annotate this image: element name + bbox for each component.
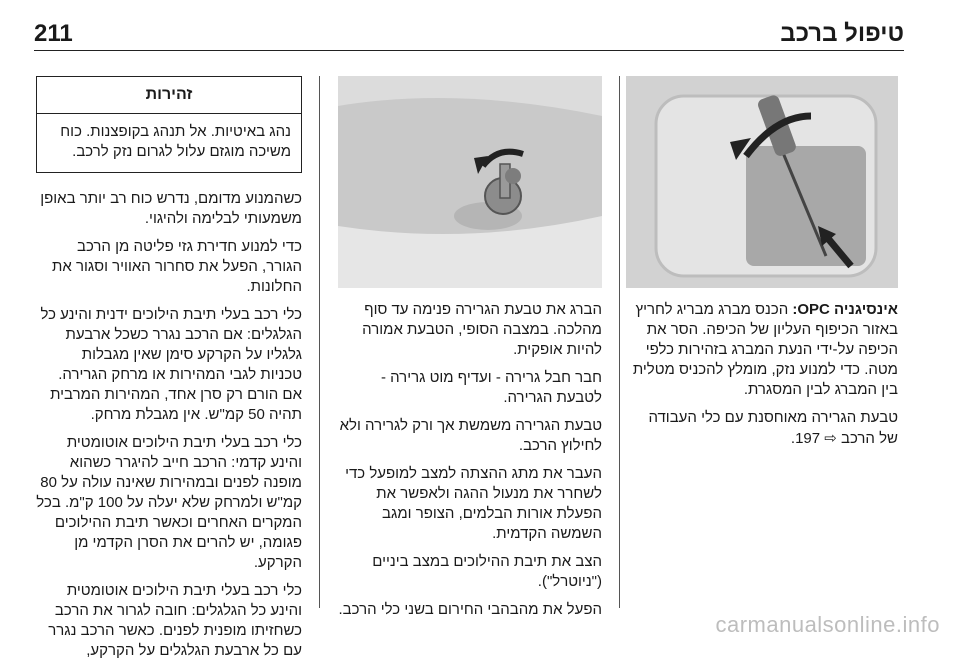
right-column [626,76,898,457]
paragraph: הברג את טבעת הגרירה פנימה עד סוף מהלכה. במצבה הסופי, הטבעת אמורה להיות אופקית. [362,301,602,358]
paragraph: הצב את תיבת ההילוכים במצב ביניים ("ניוטרל"). [372,553,602,590]
middle-column [338,76,602,628]
paragraph: כלי רכב בעלי תיבת הילוכים אוטומטית והינע כל הגלגלים: חובה לגרור את הרכב כשחזיתו מופנית לפנים. כאשר הרכב נגרר עם כל ארבעת הגלגלים על הקרקע, [48,582,302,659]
paragraph: חבר חבל גרירה - ועדיף מוט גרירה - לטבעת הגרירה. [380,369,602,406]
column-divider [619,76,620,608]
opc-label: אינסיגניה OPC: [792,301,898,318]
cover-screwdriver-illustration [626,76,898,288]
section-title: טיפול ברכב [780,20,904,47]
paragraph: כדי למנוע חדירת גזי פליטה מן הרכב הגורר, הפעל את סחרור האוויר וסגור את החלונות. [52,238,302,295]
left-column [36,76,302,669]
page-header [34,14,904,51]
cover-removal-photo [626,76,898,288]
paragraph: הפעל את מהבהבי החירום בשני כלי הרכב. [338,601,602,618]
towing-eye-photo [338,76,602,288]
watermark: carmanualsonline.info [715,612,940,637]
paragraph: כשהמנוע מדומם, נדרש כוח רב יותר באופן משמעותי לבלימה ולהיגוי. [40,190,302,227]
warning-box [36,76,302,173]
arrow-page-reference-icon: ⇨ [824,429,837,447]
column-divider [319,76,320,608]
paragraph: כלי רכב בעלי תיבת הילוכים אוטומטית והינע קדמי: הרכב חייב להיגרר כשהוא מופנה לפנים ובמהירות שאינה עולה על 80 קמ"ש ולמרחק שלא יעלה על 100 ק"מ. בכל המקרים האחרים וכאשר תיבת ההילוכים פגומה, יש להרים את הסרן הקדמי מן הקרקע. [36,434,302,571]
warning-title: זהירות [37,77,301,114]
paragraph: כלי רכב בעלי תיבת הילוכים ידנית והינע כל הגלגלים: אם הרכב נגרר כשכל ארבעת גלגליו על הקרקע סימן שאין מגבלות טכניות לגבי המהירות או מרחק הגרירה. אם הורם רק סרן אחד, המהירות המרבית תהיה 50 קמ"ש. אין מגבלת מרחק. [40,306,302,423]
page-number: 211 [34,20,73,47]
warning-text: נהג באיטיות. אל תנהג בקופצנות. כוח משיכה מוגזם עלול לגרום נזק לרכב. [60,123,291,160]
storage-text: טבעת הגרירה מאוחסנת עם כלי העבודה של הרכב [648,409,898,447]
storage-paragraph: טבעת הגרירה מאוחסנת עם כלי העבודה של הרכב ⇨ 197. [648,409,898,447]
opc-paragraph [626,300,898,400]
paragraph: העבר את מתג ההצתה למצב למופעל כדי לשחרר את מנעול ההגה ולאפשר את הפעלת אורות הבלמים, הצופר ומגב השמשה הקדמית. [345,465,602,542]
bumper-towing-eye-illustration [338,76,602,288]
opc-text: הכנס מברג מבריג לחריץ באזור הכיפוף העליון של הכיפה. הסר את הכיפה על-ידי הנעת המברג בזהירות כלפי מטה. כדי למנוע נזק, מומלץ להכניס מטלית בין המברג לבין המסגרת. [632,301,898,398]
paragraph: טבעת הגרירה משמשת אך ורק לגרירה ולא לחילוץ הרכב. [339,417,602,454]
page-reference: 197 [795,430,821,447]
